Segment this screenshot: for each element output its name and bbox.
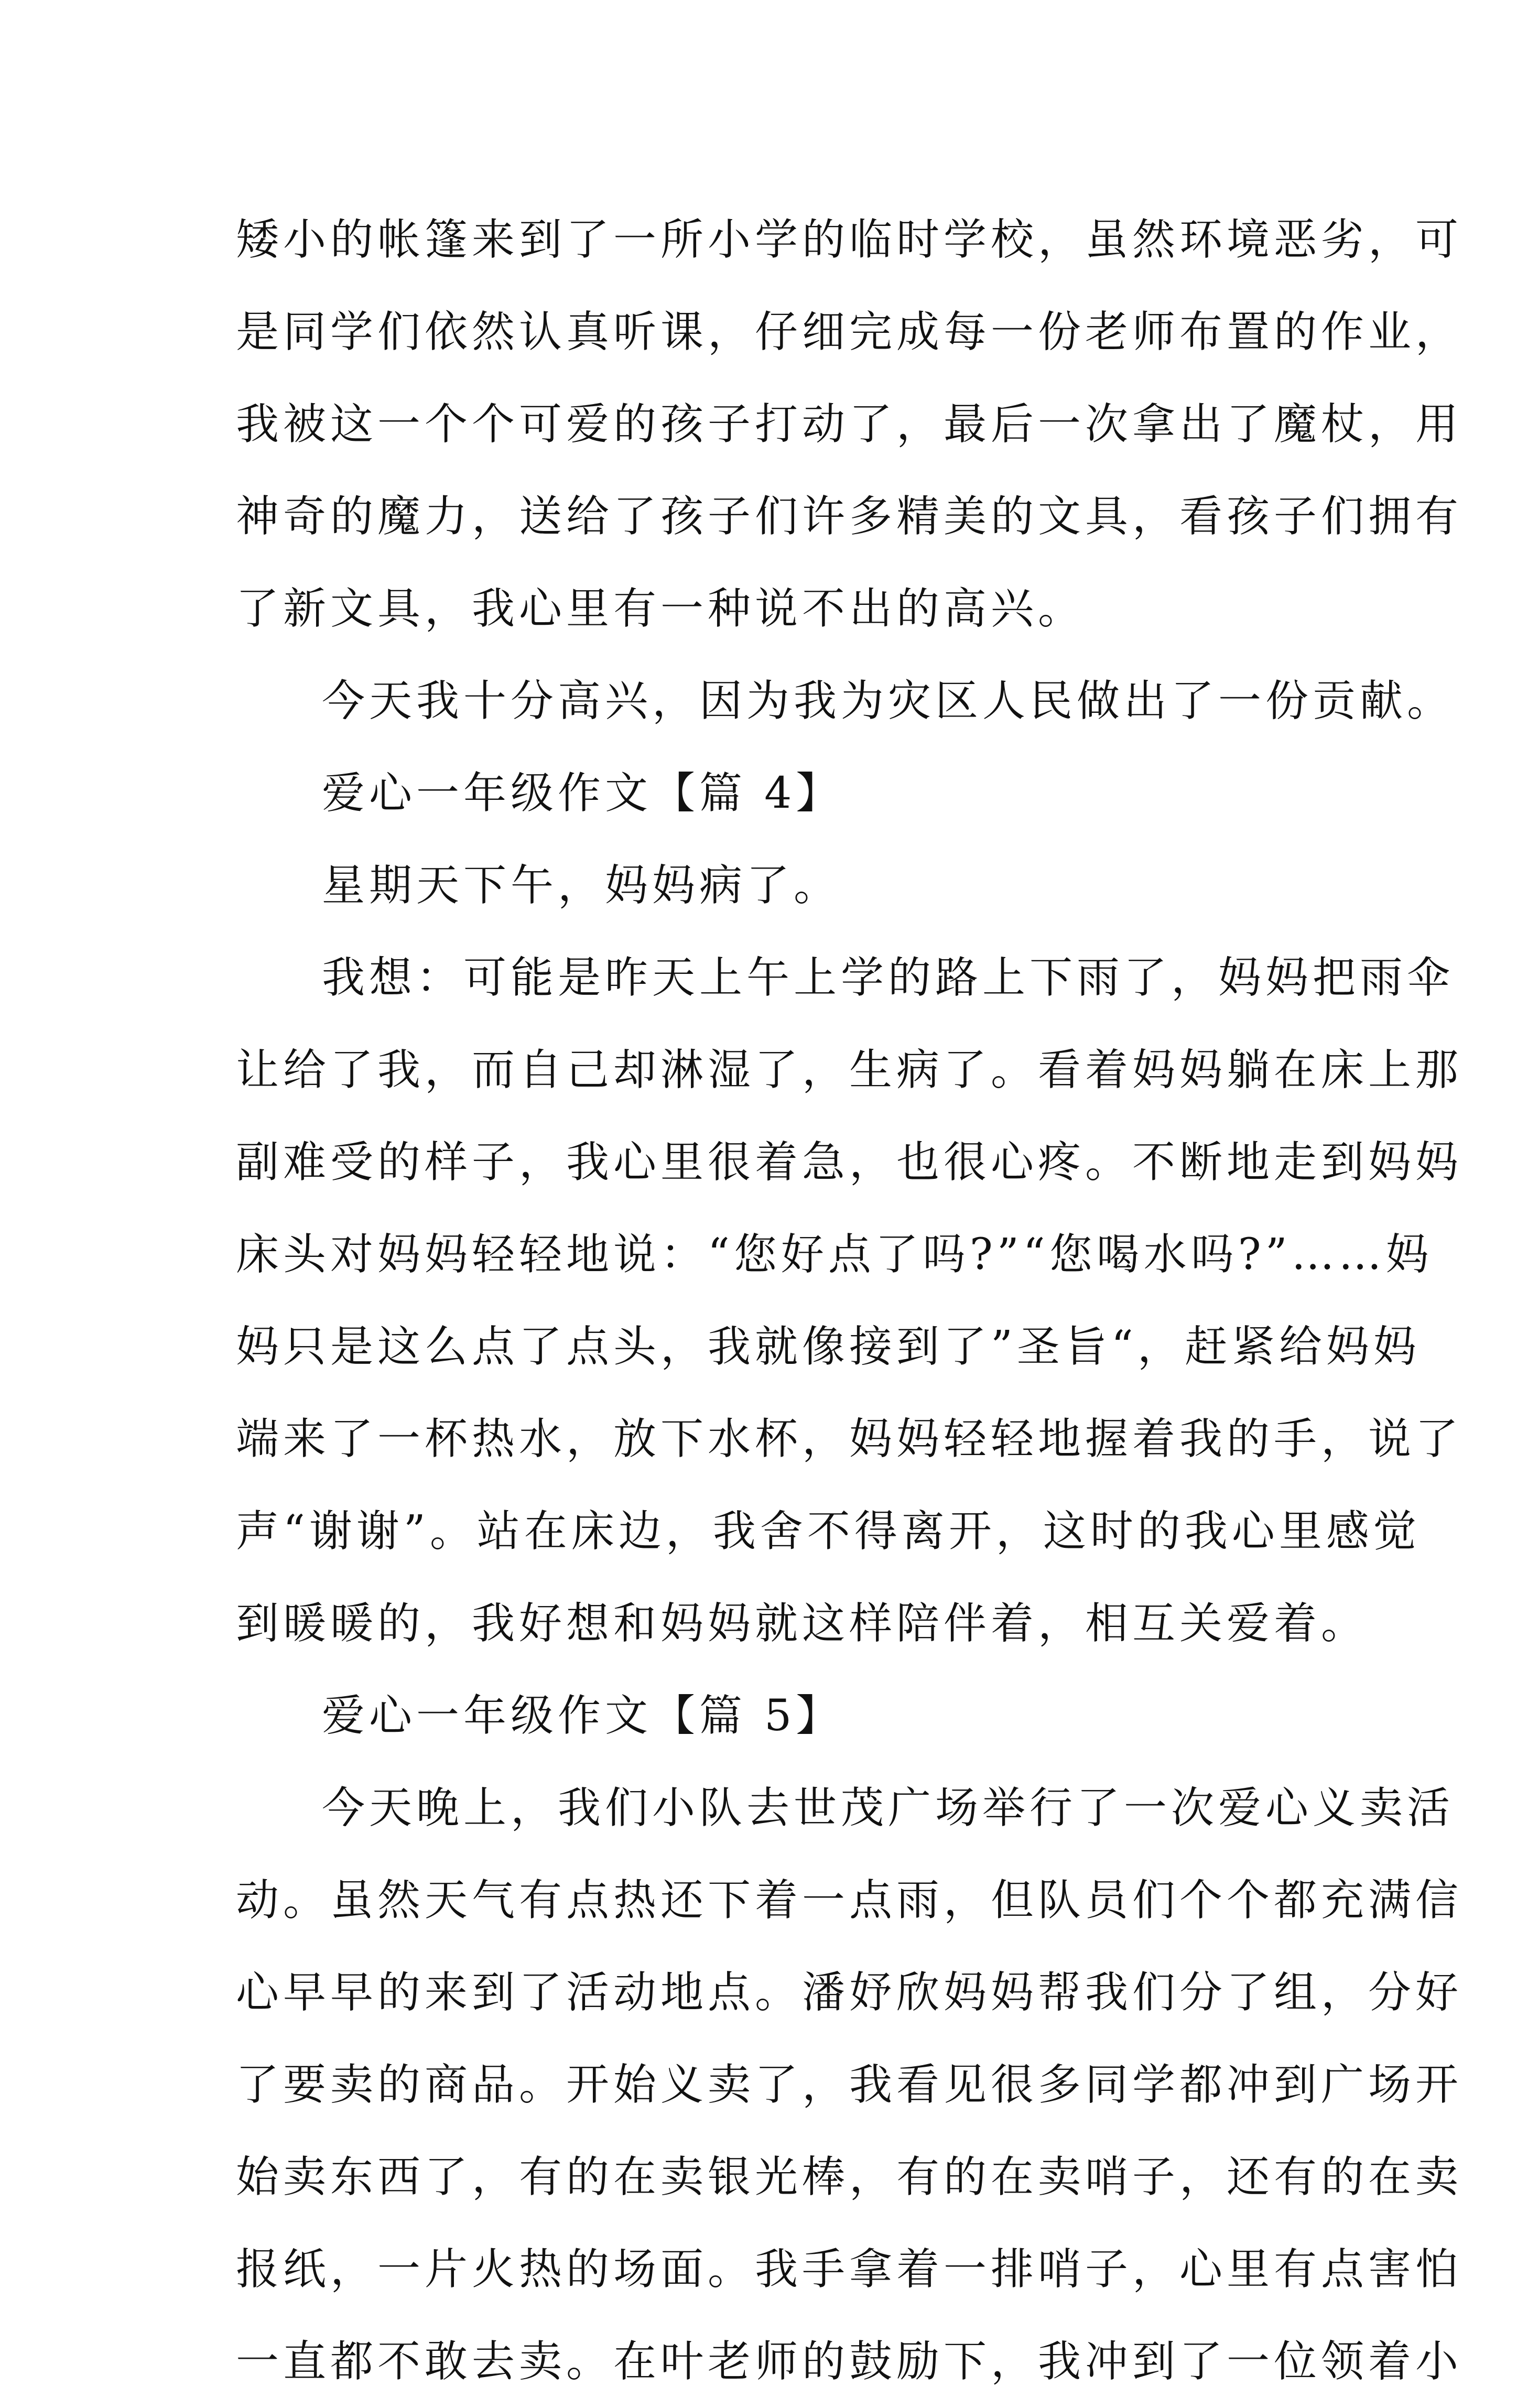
text-line: 报纸，一片火热的场面。我手拿着一排哨子，心里有点害怕 [236, 2244, 1463, 2294]
section-heading-4: 爱心一年级作文【篇 4】 [322, 768, 843, 818]
text-line: 妈只是这么点了点头，我就像接到了”圣旨“，赶紧给妈妈 [236, 1322, 1421, 1372]
section-heading-5: 爱心一年级作文【篇 5】 [322, 1691, 843, 1741]
text-line: 神奇的魔力，送给了孩子们许多精美的文具，看孩子们拥有 [236, 492, 1463, 541]
text-line: 矮小的帐篷来到了一所小学的临时学校，虽然环境恶劣，可 [236, 215, 1463, 265]
text-line: 声“谢谢”。站在床边，我舍不得离开，这时的我心里感觉 [236, 1506, 1421, 1556]
paragraph-line: 今天我十分高兴，因为我为灾区人民做出了一份贡献。 [322, 676, 1455, 726]
text-line: 始卖东西了，有的在卖银光棒，有的在卖哨子，还有的在卖 [236, 2152, 1463, 2202]
text-line: 心早早的来到了活动地点。潘妤欣妈妈帮我们分了组，分好 [236, 1968, 1463, 2017]
text-line: 了新文具，我心里有一种说不出的高兴。 [236, 584, 1086, 634]
paragraph-line: 今天晚上，我们小队去世茂广场举行了一次爱心义卖活 [322, 1783, 1455, 1833]
text-line: 端来了一杯热水，放下水杯，妈妈轻轻地握着我的手，说了 [236, 1414, 1463, 1464]
text-line: 床头对妈妈轻轻地说：“您好点了吗?”“您喝水吗?”……妈 [236, 1230, 1433, 1279]
text-line: 动。虽然天气有点热还下着一点雨，但队员们个个都充满信 [236, 1875, 1463, 1925]
text-line: 让给了我，而自己却淋湿了，生病了。看着妈妈躺在床上那 [236, 1045, 1463, 1095]
text-line: 我被这一个个可爱的孩子打动了，最后一次拿出了魔杖，用 [236, 399, 1463, 449]
essay-text [236, 194, 1463, 2408]
paragraph-line: 我想：可能是昨天上午上学的路上下雨了，妈妈把雨伞 [322, 953, 1455, 1003]
text-line: 是同学们依然认真听课，仔细完成每一份老师布置的作业， [236, 307, 1463, 357]
text-line: 到暖暖的，我好想和妈妈就这样陪伴着，相互关爱着。 [236, 1599, 1369, 1648]
text-line: 一直都不敢去卖。在叶老师的鼓励下，我冲到了一位领着小 [236, 2337, 1463, 2387]
text-line: 了要卖的商品。开始义卖了，我看见很多同学都冲到广场开 [236, 2060, 1463, 2110]
paragraph-line: 星期天下午，妈妈病了。 [322, 861, 841, 910]
text-line: 副难受的样子，我心里很着急，也很心疼。不断地走到妈妈 [236, 1137, 1463, 1187]
